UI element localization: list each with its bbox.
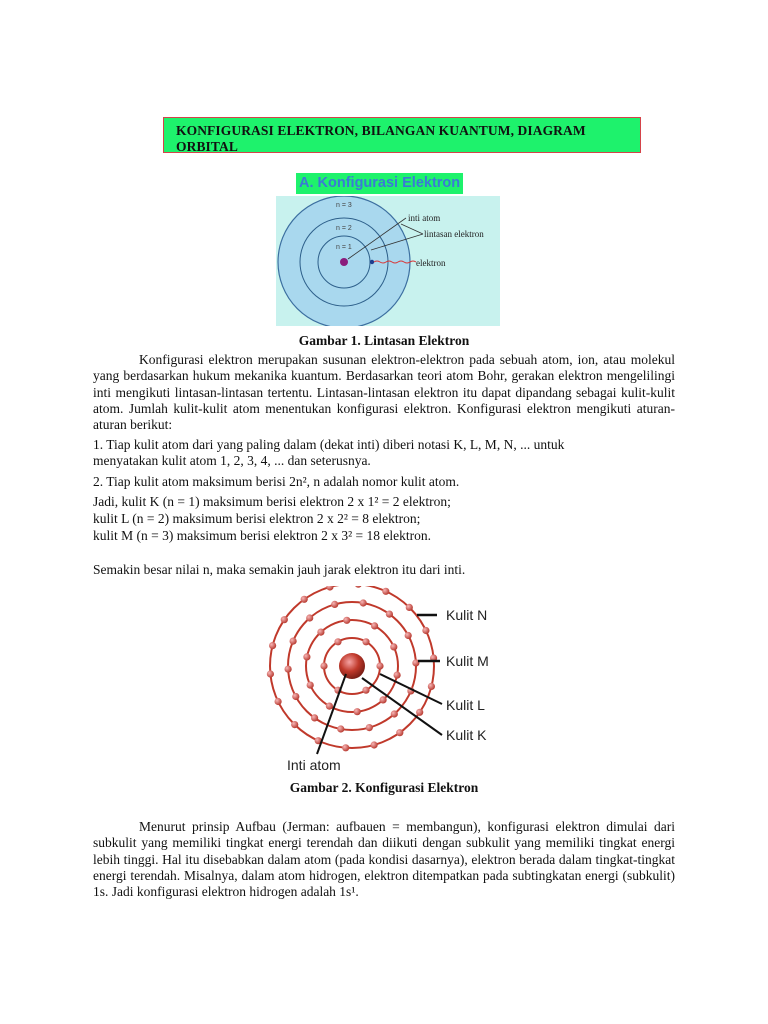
electron	[396, 729, 403, 736]
rule-1-line-1: 1. Tiap kulit atom dari yang paling dalam (dekat inti) diberi notasi K, L, M, N, ... untuk	[93, 437, 565, 452]
document-title: KONFIGURASI ELEKTRON, BILANGAN KUANTUM, DIAGRAM ORBITAL	[176, 123, 586, 153]
electron	[406, 604, 413, 611]
electron	[291, 721, 298, 728]
electron	[390, 643, 397, 650]
electron	[317, 629, 324, 636]
electron	[405, 632, 412, 639]
electron	[355, 586, 362, 588]
electron	[343, 617, 350, 624]
electron	[275, 698, 282, 705]
electron	[376, 662, 383, 669]
electron	[354, 708, 361, 715]
electron	[303, 653, 310, 660]
electron	[366, 724, 373, 731]
example-kulit-l: kulit L (n = 2) maksimum berisi elektron 2 x 2² = 8 elektron;	[93, 511, 421, 526]
label-kulit-m: Kulit M	[446, 653, 489, 669]
shell-label-n3: n = 3	[336, 202, 352, 209]
rule-1-line-2: menyatakan kulit atom 1, 2, 3, 4, ... dan seterusnya.	[93, 453, 371, 468]
electron-dot	[370, 260, 374, 264]
electron	[290, 638, 297, 645]
document-title-box	[163, 117, 641, 153]
label-inti-atom: Inti atom	[287, 757, 341, 773]
rule-2: 2. Tiap kulit atom maksimum berisi 2n², n adalah nomor kulit atom.	[93, 474, 460, 489]
electron	[301, 596, 308, 603]
example-kulit-m: kulit M (n = 3) maksimum berisi elektron 2 x 3² = 18 elektron.	[93, 528, 431, 543]
electron	[371, 741, 378, 748]
figure-electron-orbits	[276, 196, 500, 326]
electron	[337, 725, 344, 732]
electron	[342, 744, 349, 751]
electron	[326, 586, 333, 591]
shell-label-n2: n = 2	[336, 225, 352, 232]
figure2-caption: Gambar 2. Konfigurasi Elektron	[289, 780, 479, 795]
shell-label-n1: n = 1	[336, 244, 352, 251]
electron	[371, 622, 378, 629]
label-inti-atom: inti atom	[408, 213, 441, 223]
electron	[306, 614, 313, 621]
electron	[269, 642, 276, 649]
electron	[386, 611, 393, 618]
example-kulit-k: Jadi, kulit K (n = 1) maksimum berisi elektron 2 x 1² = 2 elektron;	[93, 494, 451, 509]
electron	[380, 696, 387, 703]
figure1-caption: Gambar 1. Lintasan Elektron	[298, 333, 470, 348]
label-lintasan-elektron: lintasan elektron	[424, 229, 484, 239]
label-kulit-k: Kulit K	[446, 727, 487, 743]
electron	[382, 588, 389, 595]
electron	[267, 670, 274, 677]
note-distance: Semakin besar nilai n, maka semakin jauh jarak elektron itu dari inti.	[93, 562, 466, 577]
electron	[334, 638, 341, 645]
electron	[362, 638, 369, 645]
nucleus	[339, 653, 365, 679]
electron	[281, 616, 288, 623]
electron	[331, 601, 338, 608]
electron	[422, 627, 429, 634]
label-kulit-n: Kulit N	[446, 607, 488, 623]
electron	[285, 666, 292, 673]
electron	[320, 662, 327, 669]
figure-shell-configuration	[262, 586, 512, 776]
electron	[307, 682, 314, 689]
electron	[416, 709, 423, 716]
electron	[391, 710, 398, 717]
label-kulit-l: Kulit L	[446, 697, 485, 713]
electron	[292, 693, 299, 700]
paragraph-konfigurasi: Konfigurasi elektron merupakan susunan elektron-elektron pada sebuah atom, ion, atau molekul yang berdasarkan hukum mekanika kuantum. Berdasarkan teori atom Bohr, gerakan elektron mengelilingi inti mengikuti lintasan-lintasan tertentu. Lintasan-lintasan elektron itu dapat dipandang sebagai kulit-kulit atom. Jumlah kulit-kulit atom menentukan konfigurasi elektron. Konfigurasi elektron mengikuti aturan-aturan berikut:	[93, 352, 675, 433]
section-heading: A. Konfigurasi Elektron	[296, 173, 463, 194]
paragraph-aufbau: Menurut prinsip Aufbau (Jerman: aufbauen = membangun), konfigurasi elektron dimulai dari subkulit yang memiliki tingkat energi terendah dan diikuti dengan subkulit yang memiliki tingkat energi lebih tinggi. Hal itu disebabkan dalam atom (pada kondisi dasarnya), elektron berada dalam tingkat-tingkat energi terendah. Misalnya, dalam atom hidrogen, elektron ditempatkan pada subtingkatan energi (subkulit) 1s. Jadi konfigurasi elektron hidrogen adalah 1s¹.	[93, 819, 675, 900]
electron	[394, 672, 401, 679]
label-elektron: elektron	[416, 258, 446, 268]
nucleus-dot	[340, 258, 348, 266]
electron	[428, 683, 435, 690]
electron	[326, 703, 333, 710]
electron	[311, 714, 318, 721]
electron	[360, 599, 367, 606]
electron	[362, 687, 369, 694]
